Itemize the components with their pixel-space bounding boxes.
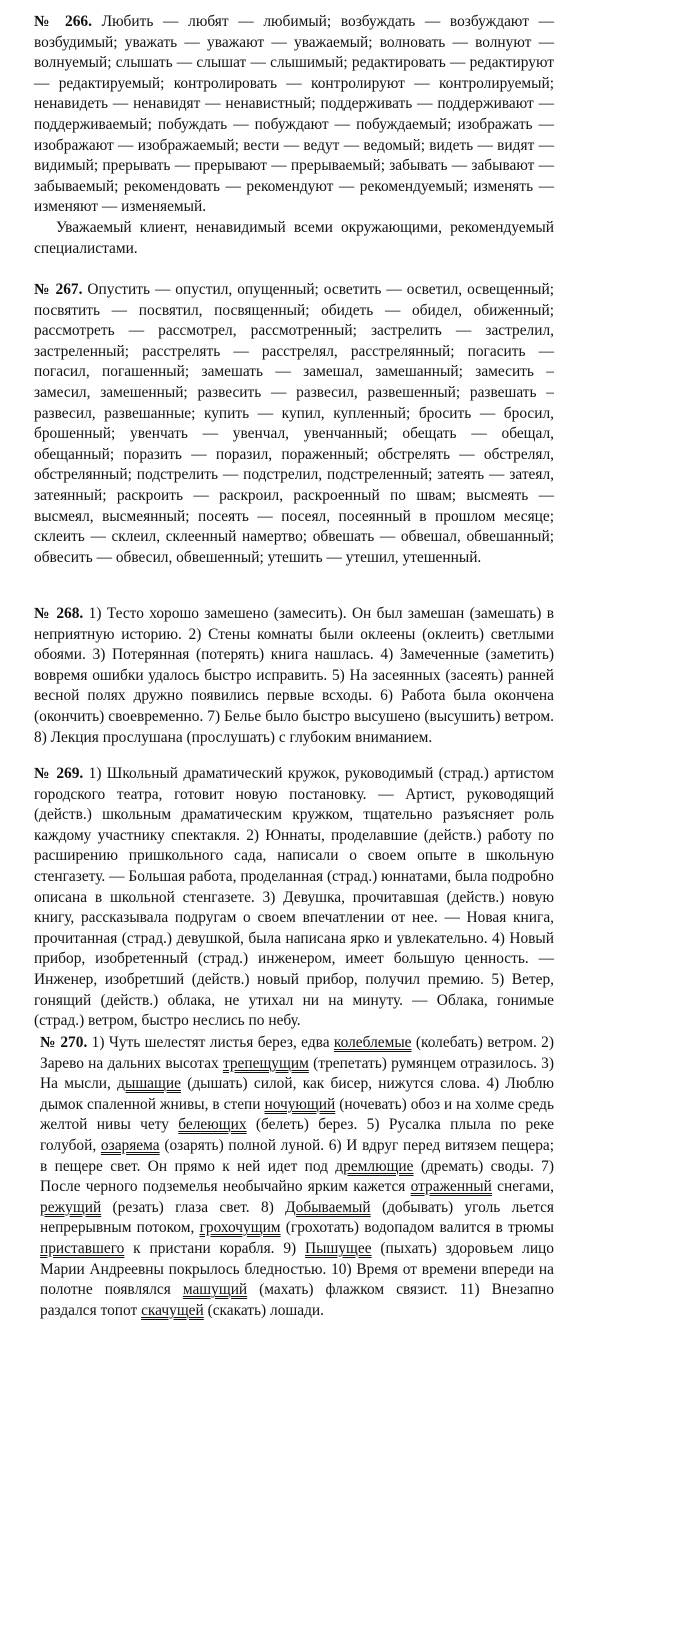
text-run: к пристани корабля. 9) — [124, 1239, 306, 1257]
text-run: (колебать) ветром. 2) Зарево на дальних высотах — [40, 1034, 554, 1072]
participle-word: дышащие — [117, 1075, 181, 1093]
exercise-269 — [34, 764, 554, 1032]
text-run: (белеть) берез. 5) Русалка плыла по реке голубой, — [40, 1116, 554, 1154]
exercise-body: Любить — любят — любимый; возбуждать — возбуждают — возбудимый; уважать — уважают — уважаемый; волновать — волнуют — волнуемый; слышать — слышат — слышимый; редактировать — редактируют — редактируемый; контролировать — контролируют — контролируемый; ненавидеть — ненавидят — ненавистный; поддерживать — поддерживают — поддерживаемый; побуждать — побуждают — побуждаемый; изображать — изображают — изображаемый; вести — ведут — ведомый; видеть — видят — видимый; прерывать — прерывают — прерываемый; забывать — забывают — забываемый; рекомендовать — рекомендуют — рекомендуемый; изменять — изменяют — изменяемый. — [34, 13, 555, 216]
exercise-270 — [40, 1033, 554, 1321]
text-run: (пыхать) здоровьем лицо Марии Андреевны покрылось бледностью. 10) Время от времени впереди на полотне появлялся — [40, 1239, 554, 1299]
participle-word: дремлющие — [335, 1157, 414, 1175]
participle-word: отраженный — [410, 1178, 492, 1196]
exercise-number: № 267. — [34, 281, 83, 298]
text-run: (ночевать) обоз и на холме средь желтой нивы чету — [40, 1095, 554, 1134]
text-run: (скакать) лошади. — [203, 1301, 324, 1319]
exercise-266-sentence: Уважаемый клиент, ненавидимый всеми окружающими, рекомендуемый специалистами. — [34, 218, 554, 257]
participle-word: режущий — [40, 1198, 102, 1216]
participle-word: трепещущим — [222, 1054, 309, 1072]
participle-word: приставшего — [40, 1239, 125, 1257]
exercise-269-text — [34, 764, 554, 1032]
exercise-268-text — [34, 604, 554, 748]
participle-word: машущий — [182, 1281, 248, 1299]
text-run: (озарять) полной луной. 6) И вдруг перед витязем пещера; в пещере свет. Он прямо к ней идет под — [40, 1136, 554, 1175]
text-run: 1) Чуть шелестят листья берез, едва — [87, 1034, 334, 1051]
participle-word: ночующий — [264, 1095, 336, 1113]
text-run: (махать) флажком связист. 11) Внезапно раздался топот — [40, 1281, 554, 1319]
exercise-268 — [34, 604, 554, 748]
text-run: (добывать) уголь льется непрерывным потоком, — [40, 1198, 554, 1237]
text-run: (дышать) силой, как бисер, нижутся слова. 4) Люблю дымок спаленной жнивы, в степи — [40, 1075, 554, 1113]
text-run: (грохотать) водопадом валится в трюмы — [280, 1219, 554, 1237]
exercise-267 — [34, 280, 554, 568]
exercise-body: Опустить — опустил, опущенный; осветить — осветил, освещенный; посвятить — посвятил, посвященный; обидеть — обидел, обиженный; рассмотреть — рассмотрел, рассмотренный; застрелить — застрелил, застреленный; расстрелять — расстрелял, расстрелянный; погасить — погасил, погашенный; замешать — замешал, замешанный; замесить – замесил, замешенный; развесить — развесил, развешенный; развешать – развесил, развешанные; купить — купил, купленный; бросить — бросил, брошенный; увенчать — увенчал, увенчанный; обещать — обещал, обещанный; поразить — поразил, пораженный; обстрелять — обстрелял, обстрелянный; подстрелить — подстрелил, подстреленный; затеять — затеял, затеянный; раскроить — раскроил, раскроенный по швам; высмеять — высмеял, высмеянный; посеять — посеял, посеянный в прошлом месяце; склеить — склеил, склеенный намертво; обвешать — обвешал, обвешанный; обвесить — обвесил, обвешенный; утешить — утешил, утешенный. — [34, 281, 554, 566]
exercise-number: № 266. — [34, 13, 92, 30]
exercise-266-text — [34, 12, 554, 218]
text-run: снегами, — [491, 1178, 554, 1196]
exercise-body: 1) Школьный драматический кружок, руководимый (страд.) артистом городского театра, готовит новую постановку. — Артист, руководящий (действ.) школьным драматическим кружком, тщательно разъясняет роль каждому участнику спектакля. 2) Юннаты, проделавшие (действ.) работу по расширению пришкольного сада, написали о своем опыте в школьную стенгазету. — Большая работа, проделанная (страд.) юннатами, была подробно описана в школьной стенгазете. 3) Девушка, прочитавшая (действ.) новую книгу, рассказывала подругам о своем впечатлении от нее. — Новая книга, прочитанная (страд.) девушкой, была написана ярко и увлекательно. 4) Новый прибор, изобретенный (страд.) инженером, имеет большую ценность. — Инженер, изобретший (действ.) новый прибор, получил премию. 5) Ветер, гонящий (действ.) облака, не утихал ни на минуту. — Облака, гонимые (страд.) ветром, быстро неслись по небу. — [34, 765, 554, 1030]
exercise-270-text — [40, 1033, 554, 1321]
participle-word: скачущей — [141, 1301, 204, 1319]
exercise-266 — [34, 12, 554, 259]
exercise-body: 1) Тесто хорошо замешено (замесить). Он был замешан (замешать) в неприятную историю. 2) Стены комнаты были оклеены (оклеить) светлыми обоями. 3) Потерянная (потерять) книга нашлась. 4) Замеченные (заметить) вовремя ошибки удалось быстро исправить. 5) На засеянных (засеять) ранней весной полях дружно появились первые всходы. 6) Работа была окончена (окончить) своевременно. 7) Белье было быстро высушено (высушить) ветром. 8) Лекция прослушана (прослушать) с глубоким вниманием. — [34, 605, 555, 746]
text-run: (трепетать) румянцем отразилось. 3) На мысли, — [40, 1054, 554, 1093]
text-run: (дремать) своды. 7) После черного подземелья необычайно ярким кажется — [40, 1157, 554, 1196]
participle-word: грохочущим — [199, 1219, 281, 1237]
participle-word: колеблемые — [333, 1034, 412, 1051]
exercise-267-text — [34, 280, 554, 568]
participle-word: Пышущее — [305, 1239, 372, 1257]
participle-word: озаряема — [100, 1136, 160, 1154]
text-run: (резать) глаза свет. 8) — [101, 1198, 286, 1216]
exercise-number: № 269. — [34, 765, 84, 782]
participle-word: Добываемый — [285, 1198, 371, 1216]
exercise-number: № 270. — [40, 1034, 88, 1051]
participle-word: белеющих — [178, 1116, 247, 1134]
exercise-number: № 268. — [34, 605, 84, 622]
